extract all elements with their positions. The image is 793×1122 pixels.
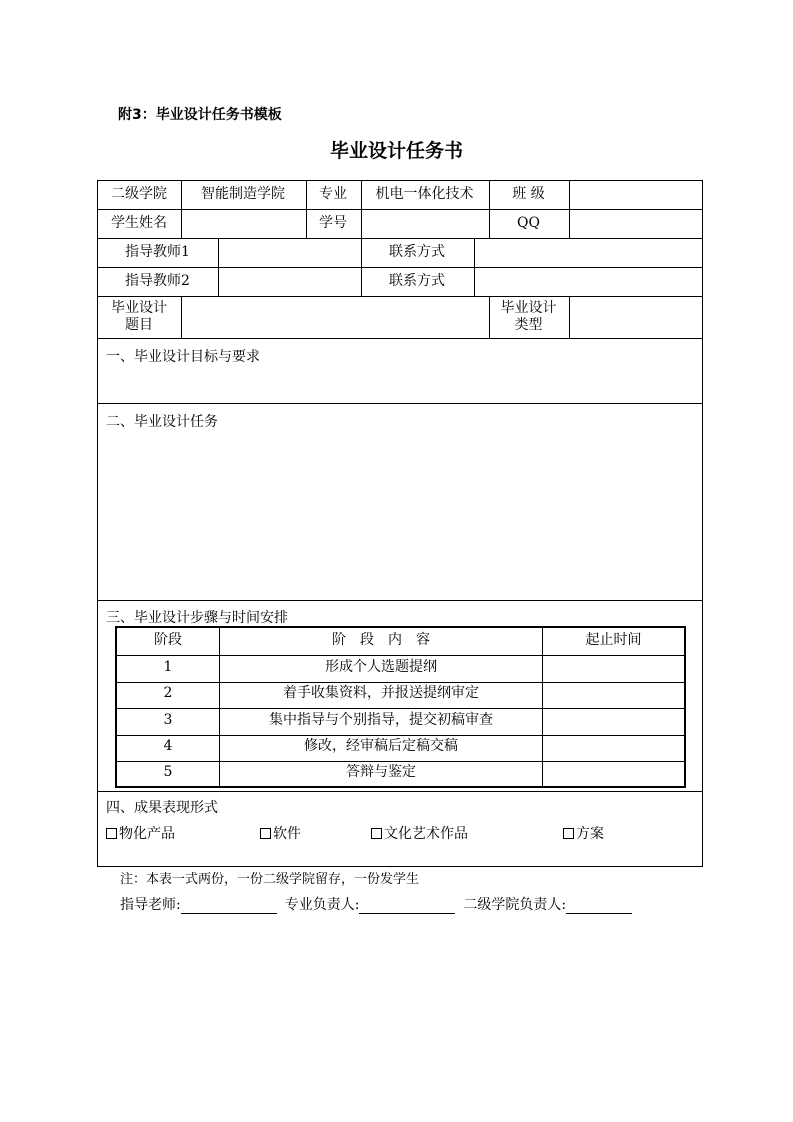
schedule-row-stage: 3 [163, 711, 173, 728]
student-name-label: 学生姓名 [111, 214, 167, 231]
advisor1-field[interactable] [218, 238, 360, 266]
schedule-row-stage: 1 [163, 658, 173, 675]
advisor1-label: 指导教师1 [125, 243, 190, 260]
type-label [489, 296, 568, 337]
outcome-option[interactable] [260, 823, 301, 843]
contact2-field[interactable] [474, 267, 702, 295]
major-head-sign-field[interactable] [359, 899, 455, 914]
checkbox-icon[interactable] [260, 828, 271, 839]
qq-label: QQ [517, 214, 540, 231]
goals-text-area[interactable] [100, 366, 700, 400]
college-head-sign-label: 二级学院负责人: [463, 897, 567, 913]
schedule-row-time[interactable] [543, 654, 684, 680]
student-id-label: 学号 [319, 214, 347, 231]
schedule-row-time[interactable] [543, 707, 684, 733]
outcome-option-label: 软件 [273, 826, 301, 842]
document-title: 毕业设计任务书 [329, 140, 463, 162]
schedule-header-stage: 阶段 [154, 632, 182, 648]
topic-label-line2: 题目 [125, 316, 153, 333]
checkbox-icon[interactable] [106, 828, 117, 839]
outcome-option-label: 方案 [576, 826, 604, 842]
tasks-text-area[interactable] [100, 432, 700, 596]
schedule-row-time[interactable] [543, 734, 684, 759]
class-label: 班 级 [512, 186, 545, 202]
contact1-label: 联系方式 [389, 243, 445, 260]
contact1-field[interactable] [474, 238, 702, 266]
schedule-header-content: 阶 段 内 容 [332, 632, 430, 648]
attachment-label: 附3：毕业设计任务书模板 [118, 107, 282, 123]
outcome-option-label: 文化艺术作品 [384, 826, 468, 842]
topic-label [98, 296, 180, 337]
footer-note: 注：本表一式两份，一份二级学院留存，一份发学生 [120, 872, 420, 887]
advisor-sign-field[interactable] [181, 899, 277, 914]
major-head-sign-label: 专业负责人: [284, 897, 360, 913]
class-field[interactable] [569, 181, 702, 208]
schedule-row-time[interactable] [543, 681, 684, 706]
student-id-field[interactable] [361, 209, 488, 237]
schedule-row-content: 集中指导与个别指导，提交初稿审查 [269, 711, 493, 728]
signature-line [120, 894, 632, 914]
section-tasks-heading: 二、毕业设计任务 [106, 414, 218, 430]
topic-field[interactable] [181, 296, 488, 337]
schedule-row-stage: 2 [163, 685, 173, 701]
qq-field[interactable] [569, 209, 702, 237]
topic-label-line1: 毕业设计 [111, 299, 167, 316]
schedule-row-content: 答辩与鉴定 [346, 764, 416, 780]
checkbox-icon[interactable] [371, 828, 382, 839]
section-outcome-heading: 四、成果表现形式 [106, 800, 218, 816]
schedule-row-time[interactable] [543, 760, 684, 785]
schedule-row-stage: 4 [163, 738, 173, 754]
college-label: 二级学院 [111, 186, 167, 202]
major-label: 专业 [319, 186, 347, 202]
row-divider [98, 403, 702, 404]
outcome-option-label: 物化产品 [119, 826, 175, 842]
schedule-header-time: 起止时间 [585, 632, 642, 648]
type-field[interactable] [569, 296, 702, 337]
row-divider [98, 600, 702, 601]
college-head-sign-field[interactable] [566, 899, 632, 914]
section-schedule-heading: 三、毕业设计步骤与时间安排 [106, 610, 288, 626]
student-name-field[interactable] [181, 209, 305, 237]
type-label-line2: 类型 [514, 316, 543, 333]
college-value[interactable]: 智能制造学院 [201, 186, 285, 202]
row-divider [98, 338, 702, 339]
major-value[interactable]: 机电一体化技术 [375, 186, 474, 202]
checkbox-icon[interactable] [563, 828, 574, 839]
advisor-sign-label: 指导老师: [120, 897, 181, 913]
schedule-row-content: 着手收集资料，并报送提纲审定 [283, 685, 479, 701]
row-divider [98, 791, 702, 792]
schedule-row-content: 形成个人选题提纲 [325, 658, 437, 675]
outcome-option[interactable] [371, 823, 468, 843]
advisor2-field[interactable] [218, 267, 360, 295]
outcome-option[interactable] [563, 823, 604, 843]
contact2-label: 联系方式 [389, 272, 445, 289]
schedule-row-stage: 5 [163, 764, 173, 780]
section-goals-heading: 一、毕业设计目标与要求 [106, 349, 260, 365]
schedule-row-content: 修改，经审稿后定稿交稿 [304, 738, 458, 754]
type-label-line1: 毕业设计 [500, 299, 557, 316]
outcome-option[interactable] [106, 823, 175, 843]
advisor2-label: 指导教师2 [125, 272, 190, 289]
